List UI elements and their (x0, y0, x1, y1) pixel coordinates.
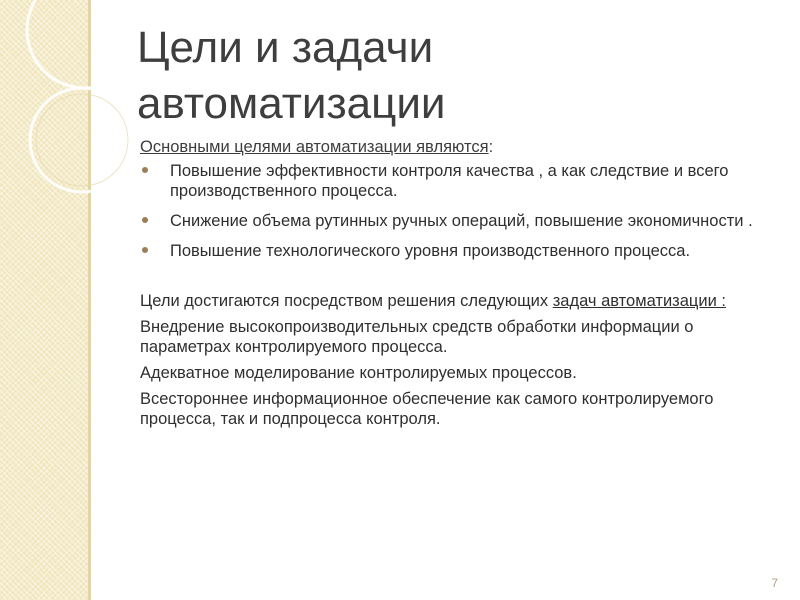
intro-text (140, 137, 780, 157)
tasks-section (140, 291, 780, 429)
list-item: Адекватное моделирование контролируемых процессов. (140, 364, 577, 382)
tasks-list (140, 317, 780, 429)
intro-underlined: Основными целями автоматизации являются (140, 138, 489, 156)
decorative-rings (0, 0, 150, 210)
goals-list (140, 161, 780, 261)
page-number: 7 (771, 576, 778, 590)
slide-title (137, 20, 757, 132)
decorative-ring-inner (36, 94, 128, 186)
decorative-ring-small (30, 88, 134, 192)
decorative-ring-large (27, 0, 143, 88)
title-line-1: Цели и задачи (137, 23, 434, 72)
list-item (140, 211, 780, 231)
bullet-text: Повышение эффективности контроля качества , а как следствие и всего производственного процесса. (170, 162, 729, 200)
list-item: Внедрение высокопроизводительных средств обработки информации о параметрах контролируемого процесса. (140, 318, 694, 356)
tasks-intro (140, 291, 780, 311)
slide-body (140, 137, 780, 429)
list-item (140, 241, 780, 261)
bullet-text: Снижение объема рутинных ручных операций, повышение экономичности . (170, 212, 753, 230)
list-item (140, 161, 780, 201)
intro-colon: : (488, 138, 494, 156)
tasks-intro-underlined: задач автоматизации : (552, 292, 726, 310)
bullet-icon (142, 247, 148, 253)
tasks-intro-text: Цели достигаются посредством решения следующих (140, 292, 553, 310)
bullet-icon (142, 167, 148, 173)
bullet-text: Повышение технологического уровня производственного процесса. (170, 242, 691, 260)
list-item: Всестороннее информационное обеспечение как самого контролируемого процесса, так и подпроцесса контроля. (140, 390, 714, 428)
bullet-icon (142, 217, 148, 223)
title-line-2: автоматизации (137, 79, 446, 128)
